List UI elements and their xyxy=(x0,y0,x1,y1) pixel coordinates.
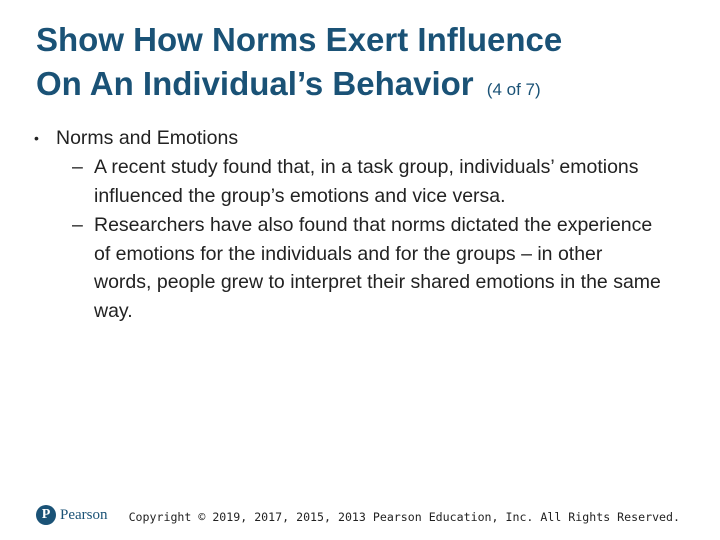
bullet-text: Norms and Emotions xyxy=(56,127,239,149)
title-line-1: Show How Norms Exert Influence xyxy=(36,21,563,58)
slide-content xyxy=(34,124,684,325)
pearson-logo-text: Pearson xyxy=(60,506,108,523)
pearson-logo-icon: P xyxy=(36,505,56,525)
slide-title xyxy=(36,18,696,112)
sub-bullet-item xyxy=(72,153,684,210)
pearson-logo xyxy=(36,505,108,525)
sub-bullet-marker: – xyxy=(72,214,83,236)
title-line-2: On An Individual’s Behavior xyxy=(36,65,474,102)
sub-bullet-text: Researchers have also found that norms dictated the experience of emotions for the individuals and for the groups – in other words, people grew to interpret their shared emotions in the same way. xyxy=(94,214,661,322)
copyright-notice: Copyright © 2019, 2017, 2015, 2013 Pearson Education, Inc. All Rights Reserved. xyxy=(128,510,680,524)
bullet-item xyxy=(34,124,684,152)
sub-bullet-text: A recent study found that, in a task group, individuals’ emotions influenced the group’s emotions and vice versa. xyxy=(94,156,639,207)
sub-bullet-marker: – xyxy=(72,156,83,178)
bullet-marker: • xyxy=(34,130,39,146)
sub-bullet-item xyxy=(72,211,684,325)
title-count: (4 of 7) xyxy=(486,80,541,99)
